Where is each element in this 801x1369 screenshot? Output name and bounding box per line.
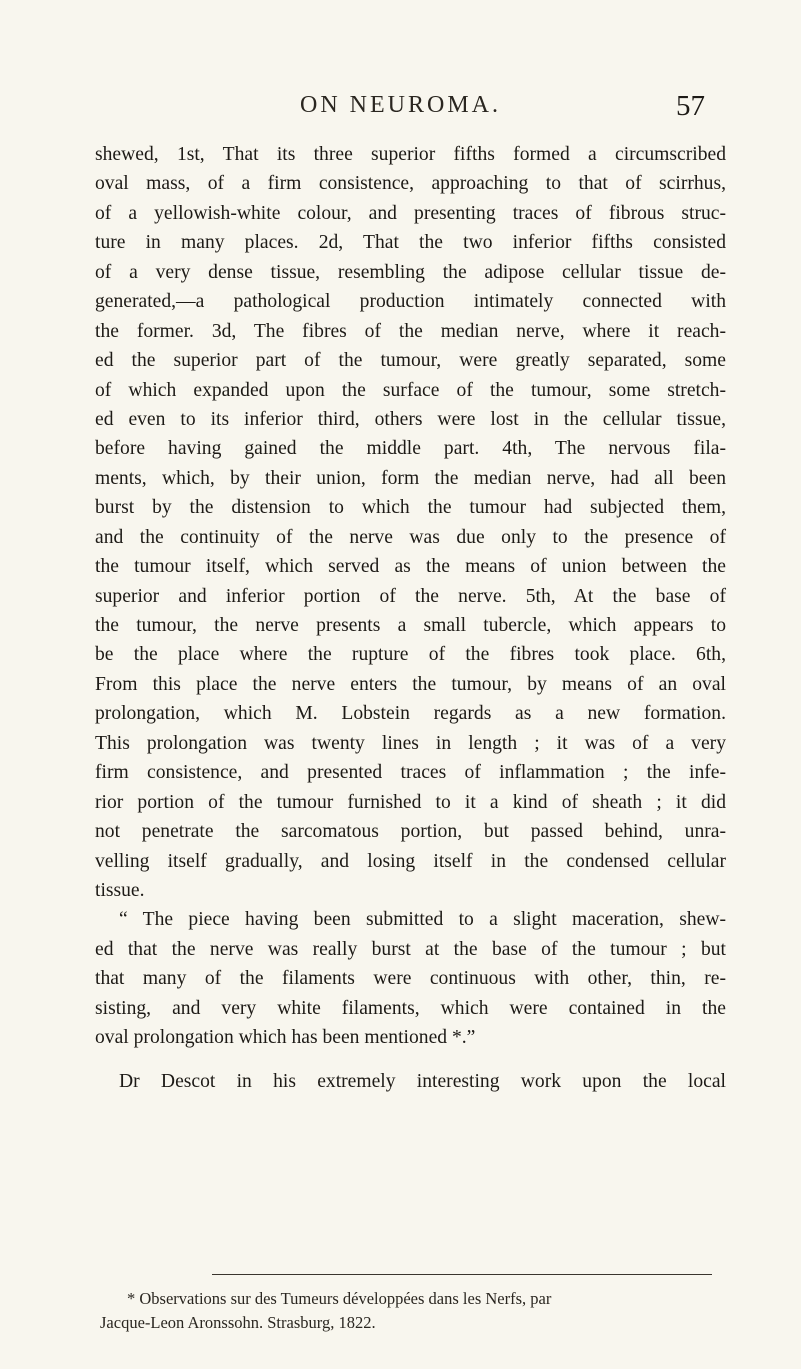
text-line: ed that the nerve was really burst at the base of the tumour ; but bbox=[95, 938, 726, 960]
paragraph-2 bbox=[95, 905, 726, 1052]
page-number: 57 bbox=[676, 90, 705, 122]
paragraph-gap bbox=[95, 1053, 726, 1067]
text-line: ments, which, by their union, form the median nerve, had all been bbox=[95, 467, 726, 489]
text-line: of a very dense tissue, resembling the adipose cellular tissue de- bbox=[95, 261, 726, 283]
text-line: From this place the nerve enters the tumour, by means of an oval bbox=[95, 673, 726, 695]
text-line: generated,—a pathological production intimately connected with bbox=[95, 291, 726, 313]
footnote-line: Jacque-Leon Aronssohn. Strasburg, 1822. bbox=[100, 1313, 376, 1332]
paragraph-1 bbox=[95, 140, 726, 905]
text-line: shewed, 1st, That its three superior fifths formed a circumscribed bbox=[95, 144, 726, 165]
text-line: sisting, and very white filaments, which were contained in the bbox=[95, 997, 726, 1019]
text-line: ture in many places. 2d, That the two inferior fifths consisted bbox=[95, 232, 726, 254]
text-line: and the continuity of the nerve was due only to the presence of bbox=[95, 526, 726, 548]
running-head bbox=[0, 90, 801, 130]
text-line: velling itself gradually, and losing itself in the condensed cellular bbox=[95, 850, 726, 872]
text-line: Dr Descot in his extremely interesting work upon the local bbox=[119, 1070, 726, 1092]
text-line: ed the superior part of the tumour, were greatly separated, some bbox=[95, 350, 726, 372]
text-line: oval mass, of a firm consistence, approaching to that of scirrhus, bbox=[95, 173, 726, 195]
paragraph-3 bbox=[95, 1067, 726, 1096]
text-line: This prolongation was twenty lines in length ; it was of a very bbox=[95, 732, 726, 754]
text-line: prolongation, which M. Lobstein regards as a new formation. bbox=[95, 703, 726, 725]
text-line: that many of the filaments were continuous with other, thin, re- bbox=[95, 968, 726, 990]
footnote-rule bbox=[212, 1274, 712, 1275]
footnote-line: * Observations sur des Tumeurs développées dans les Nerfs, par bbox=[127, 1289, 552, 1308]
text-line: rior portion of the tumour furnished to it a kind of sheath ; it did bbox=[95, 791, 726, 813]
text-line: “ The piece having been submitted to a slight maceration, shew- bbox=[119, 909, 726, 931]
text-line: of a yellowish-white colour, and presenting traces of fibrous struc- bbox=[95, 202, 726, 224]
text-line: firm consistence, and presented traces of inflammation ; the infe- bbox=[95, 762, 726, 784]
text-line: superior and inferior portion of the nerve. 5th, At the base of bbox=[95, 585, 726, 607]
text-line: oval prolongation which has been mentioned *.” bbox=[95, 1027, 476, 1049]
text-line: the tumour, the nerve presents a small tubercle, which appears to bbox=[95, 615, 726, 636]
footnote bbox=[100, 1287, 720, 1335]
text-line: not penetrate the sarcomatous portion, but passed behind, unra- bbox=[95, 821, 726, 843]
running-title: ON NEUROMA. bbox=[300, 92, 501, 118]
text-line: ed even to its inferior third, others were lost in the cellular tissue, bbox=[95, 408, 726, 430]
text-line: be the place where the rupture of the fibres took place. 6th, bbox=[95, 644, 726, 666]
text-line: of which expanded upon the surface of the tumour, some stretch- bbox=[95, 379, 726, 401]
body-text bbox=[95, 140, 726, 1096]
text-line: tissue. bbox=[95, 879, 145, 901]
text-line: before having gained the middle part. 4th, The nervous fila- bbox=[95, 438, 726, 460]
text-line: the tumour itself, which served as the means of union between the bbox=[95, 556, 726, 578]
text-line: the former. 3d, The fibres of the median nerve, where it reach- bbox=[95, 320, 726, 342]
text-line: burst by the distension to which the tumour had subjected them, bbox=[95, 497, 726, 519]
